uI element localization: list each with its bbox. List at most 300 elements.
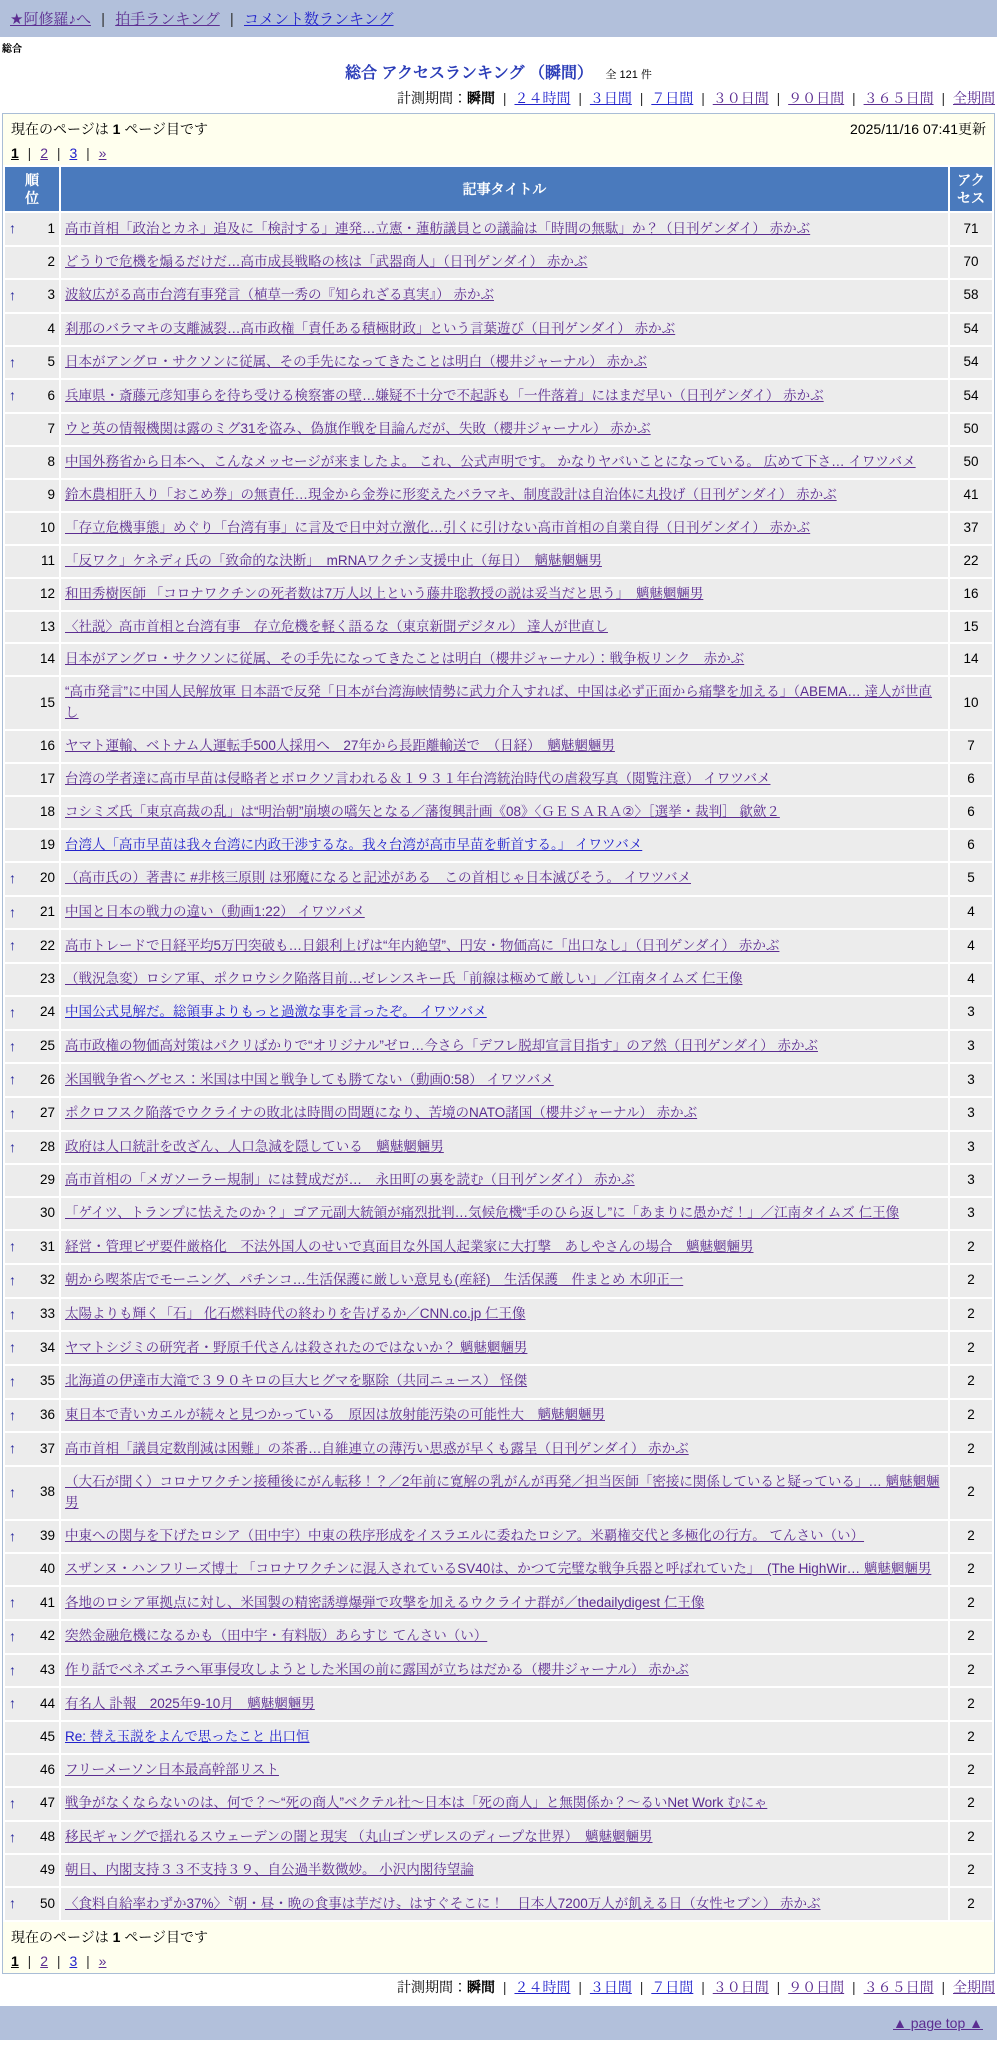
page-top-link[interactable]: ▲ page top ▲ [893,2014,983,2031]
period-separator: | [635,90,648,106]
period-link[interactable]: ９０日間 [788,1978,845,1995]
article-link[interactable]: 太陽よりも輝く「石」 化石燃料時代の終わりを告げるか／CNN.co.jp 仁王像 [65,1305,526,1321]
period-separator: | [574,1978,586,1995]
updated-timestamp: 2025/11/16 07:41更新 [850,121,986,137]
pagination-separator: | [53,145,65,161]
access-count: 3 [950,1198,992,1229]
access-count: 2 [950,1621,992,1653]
rank-cell [5,1332,59,1364]
access-count: 3 [950,997,992,1029]
title-cell [61,1031,948,1063]
article-link[interactable]: 高市トレードで日経平均5万円突破も…日銀利上げは“年内絶望”、円安・物価高に「出口なし」（日刊ゲンダイ） 赤かぶ [65,937,780,953]
pagination-current-page[interactable]: 1 [11,1952,19,1969]
article-link[interactable]: 刹那のバラマキの支離滅裂…高市政権「責任ある積極財政」という言葉遊び（日刊ゲンダイ） 赤かぶ [65,320,676,336]
pagination-current-page[interactable]: 1 [11,145,19,161]
access-count: 2 [950,1366,992,1398]
page-info-bar-top [3,114,994,165]
access-count: 2 [950,1722,992,1753]
rank-cell [5,1521,59,1553]
table-row [5,1400,992,1432]
period-label: 計測期間： [397,90,468,106]
page-top-bar [0,2006,997,2040]
rank-cell [5,644,59,675]
access-count: 58 [950,280,992,312]
table-row [5,1788,992,1820]
ranking-table [3,165,994,1922]
article-link[interactable]: “高市発言”に中国人民解放軍 日本語で反発「日本が台湾海峡情勢に武力介入すれば、中国は必ず正面から痛撃を加える」（ABEMA… 達人が世直し [65,684,933,721]
table-row [5,897,992,929]
rank-cell [5,1688,59,1720]
title-cell [61,347,948,379]
rank-number: 49 [39,1862,55,1878]
rank-cell [5,1822,59,1854]
table-row [5,964,992,995]
rank-number: 20 [39,870,55,886]
period-link[interactable]: ３６５日間 [863,90,934,106]
title-cell [61,1064,948,1096]
rank-number: 25 [39,1037,55,1053]
period-current: 瞬間 [467,90,496,106]
rank-number: 10 [39,519,55,535]
title-cell [61,546,948,577]
table-row [5,1165,992,1196]
nav-separator: | [225,11,238,28]
access-count: 22 [950,546,992,577]
article-link[interactable]: （高市氏の）著書に #非核三原則 は邪魔になると記述がある この首相じゃ日本滅びそう。 イワツバメ [65,870,691,886]
access-count: 2 [950,1587,992,1619]
article-link[interactable]: 経営・管理ビザ要件厳格化 不法外国人のせいで真面目な外国人起業家に大打撃 あしやさんの場合 魑魅魍魎男 [65,1238,754,1254]
up-arrow-icon: ↑ [9,1271,16,1288]
access-count: 6 [950,764,992,795]
article-link[interactable]: 朝から喫茶店でモーニング、パチンコ…生活保護に厳しい意見も(産経) 生活保護 件まとめ 木卯正一 [65,1272,684,1288]
period-separator: | [848,90,860,106]
rank-number: 28 [39,1138,55,1154]
rank-cell [5,1587,59,1619]
table-row [5,546,992,577]
access-count: 2 [950,1265,992,1297]
article-link[interactable]: 〈食料自給率わずか37%〉〝朝・昼・晩の食事は芋だけ〟はすぐそこに！ 日本人7200万人が飢える日（女性セブン） 赤かぶ [65,1895,821,1911]
access-count: 14 [950,644,992,675]
page-title-line [0,56,997,85]
period-link[interactable]: ９０日間 [788,90,845,106]
table-row [5,1855,992,1886]
rank-cell [5,830,59,861]
up-arrow-icon: ↑ [9,1138,16,1155]
article-link[interactable]: （大石が聞く）コロナワクチン接種後にがん転移！？／2年前に寛解の乳がんが再発／担当医師「密接に関係していると疑っている」… 魑魅魍魎男 [65,1473,940,1510]
access-count: 54 [950,347,992,379]
rank-number: 48 [39,1829,55,1845]
nav-link[interactable]: コメント数ランキング [243,11,394,28]
up-arrow-icon: ↑ [9,1003,16,1020]
page-info: 現在のページは 1 ページ目です [11,121,209,137]
period-link[interactable]: ２４時間 [514,1978,571,1995]
period-link[interactable]: 全期間 [953,90,995,106]
nav-link[interactable]: 拍手ランキング [115,11,220,28]
title-cell [61,797,948,828]
pagination-separator: | [82,145,94,161]
article-link[interactable]: 台湾人「高市早苗は我々台湾に内政干渉するな。我々台湾が高市早苗を斬首する。」 イワツバメ [65,836,643,852]
rank-number: 35 [39,1373,55,1389]
period-separator: | [499,1978,511,1995]
title-cell [61,677,948,729]
period-link[interactable]: ３０日間 [712,90,769,106]
article-link[interactable]: ヤマトシジミの研究者・野原千代さんは殺されたのではないか？ 魑魅魍魎男 [65,1339,528,1355]
section-label: 総合 [2,44,22,55]
article-link[interactable]: 中国外務省から日本へ、こんなメッセージが来ましたよ。 これ、公式声明です。 かなりヤバいことになっている。 広めて下さ… イワツバメ [65,453,916,469]
period-separator: | [697,1978,709,1995]
article-link[interactable]: 高市首相「政治とカネ」追及に「検討する」連発…立憲・蓮舫議員との議論は「時間の無駄」か？（日刊ゲンダイ） 赤かぶ [65,220,811,236]
rank-cell [5,247,59,278]
period-current: 瞬間 [467,1978,496,1995]
article-link[interactable]: 戦争がなくならないのは、何で？～“死の商人”ベクテル社～日本は「死の商人」と無関係か？～るいNet Work むにゃ [65,1795,768,1811]
access-count: 2 [950,1231,992,1263]
title-cell [61,1332,948,1364]
rank-number: 4 [47,320,55,336]
table-row [5,731,992,762]
access-count: 2 [950,1299,992,1331]
title-cell [61,447,948,478]
period-separator: | [635,1978,648,1995]
rank-cell [5,1655,59,1687]
rank-number: 32 [39,1272,55,1288]
access-count: 54 [950,380,992,412]
title-cell [61,930,948,962]
rank-number: 39 [39,1528,55,1544]
access-count: 10 [950,677,992,729]
article-link[interactable]: 北海道の伊達市大滝で３９０キロの巨大ヒグマを駆除（共同ニュース） 怪傑 [65,1373,528,1389]
up-arrow-icon: ↑ [9,1406,16,1423]
article-link[interactable]: スザンヌ・ハンフリーズ博士 「コロナワクチンに混入されているSV40は、かつて完璧な戦争兵器と呼ばれていた」 (The HighWir… 魑魅魍魎男 [65,1561,932,1577]
table-row [5,579,992,610]
access-count: 2 [950,1688,992,1720]
rank-number: 37 [39,1440,55,1456]
access-count: 2 [950,1554,992,1585]
title-cell [61,1688,948,1720]
rank-number: 27 [39,1105,55,1121]
rank-number: 33 [39,1305,55,1321]
rank-cell [5,414,59,445]
title-cell [61,1822,948,1854]
table-row [5,1655,992,1687]
rank-number: 24 [39,1004,55,1020]
period-link[interactable]: ７日間 [651,1978,694,1995]
table-row [5,830,992,861]
period-link[interactable]: ３０日間 [712,1978,769,1995]
rank-cell [5,1064,59,1096]
table-row [5,414,992,445]
period-separator: | [937,1978,949,1995]
access-count: 3 [950,1132,992,1164]
period-link[interactable]: ２４時間 [514,90,571,106]
article-link[interactable]: 波紋広がる高市台湾有事発言（植草一秀の『知られざる真実』） 赤かぶ [65,287,494,303]
nav-link[interactable]: ★阿修羅♪へ [10,11,91,28]
access-count: 2 [950,1755,992,1786]
table-row [5,247,992,278]
table-row [5,480,992,511]
column-header-access: アクセス [950,167,992,211]
up-arrow-icon: ↑ [9,1372,16,1389]
access-count: 2 [950,1521,992,1553]
rank-cell [5,280,59,312]
title-cell [61,1655,948,1687]
rank-number: 38 [39,1484,55,1500]
rank-cell [5,1400,59,1432]
column-header-rank: 順位 [5,167,59,211]
article-link[interactable]: 高市首相の「メガソーラー規制」には賛成だが… 永田町の裏を読む（日刊ゲンダイ） 赤かぶ [65,1172,635,1188]
up-arrow-icon: ↑ [9,220,16,237]
rank-number: 17 [39,771,55,787]
pagination-link[interactable]: » [98,145,107,161]
up-arrow-icon: ↑ [9,1037,16,1054]
rank-number: 12 [39,585,55,601]
period-separator: | [772,1978,785,1995]
access-count: 2 [950,1400,992,1432]
rank-cell [5,213,59,245]
total-count: 全 121 件 [605,69,652,81]
page-title: 総合 アクセスランキング （瞬間） [345,65,593,82]
up-arrow-icon: ↑ [9,1339,16,1356]
article-link[interactable]: 鈴木農相肝入り「おこめ券」の無責任…現金から金券に形変えたバラマキ、制度設計は自治体に丸投げ（日刊ゲンダイ） 赤かぶ [65,486,837,502]
article-link[interactable]: 兵庫県・斎藤元彦知事らを待ち受ける検察審の壁…嫌疑不十分で不起訴も「一件落着」にはまだ早い（日刊ゲンダイ） 赤かぶ [65,387,824,403]
table-row [5,1198,992,1229]
pagination-separator: | [23,145,36,161]
pagination-link[interactable]: » [98,1952,107,1969]
article-link[interactable]: 日本がアングロ・サクソンに従属、その手先になってきたことは明白（櫻井ジャーナル） 赤かぶ [65,353,647,369]
access-count: 3 [950,1098,992,1130]
rank-cell [5,447,59,478]
article-link[interactable]: 作り話でベネズエラへ軍事侵攻しようとした米国の前に露国が立ちはだかる（櫻井ジャーナル） 赤かぶ [65,1662,689,1678]
access-count: 50 [950,447,992,478]
table-row [5,764,992,795]
period-separator: | [499,90,511,106]
article-link[interactable]: 「反ワク」ケネディ氏の「致命的な決断」 mRNAワクチン支援中止（毎日） 魑魅魍魎男 [65,552,602,568]
page-info-bar-bottom [3,1922,994,1973]
up-arrow-icon: ↑ [9,353,16,370]
table-row [5,1822,992,1854]
table-row [5,1722,992,1753]
up-arrow-icon: ↑ [9,1527,16,1544]
article-link[interactable]: （戦況急変）ロシア軍、ポクロウシク陥落目前…ゼレンスキー氏「前線は極めて厳しい」／江南タイムズ 仁王像 [65,970,743,986]
access-count: 2 [950,1467,992,1519]
article-link[interactable]: 和田秀樹医師 「コロナワクチンの死者数は7万人以上という藤井聡教授の説は妥当だと思う」 魑魅魍魎男 [65,585,704,601]
article-link[interactable]: 高市政権の物価高対策はパクリばかりで“オリジナル”ゼロ…今さら「デフレ脱却宣言目指す」のア然（日刊ゲンダイ） 赤かぶ [65,1037,818,1053]
article-link[interactable]: 政府は人口統計を改ざん、人口急減を隠している 魑魅魍魎男 [65,1138,444,1154]
article-link[interactable]: 突然金融危機になるかも（田中宇・有料版）あらすじ てんさい（い） [65,1628,488,1644]
article-link[interactable]: 米国戦争省ヘグセス：米国は中国と戦争しても勝てない（動画0:58） イワツバメ [65,1071,554,1087]
title-cell [61,1888,948,1920]
up-arrow-icon: ↑ [9,286,16,303]
article-link[interactable]: 中国公式見解だ。総領事よりもっと過激な事を言ったぞ。 イワツバメ [65,1004,487,1020]
title-cell [61,1132,948,1164]
access-count: 4 [950,964,992,995]
rank-cell [5,1031,59,1063]
access-count: 15 [950,612,992,643]
up-arrow-icon: ↑ [9,1895,16,1912]
article-link[interactable]: 東日本で青いカエルが続々と見つかっている 原因は放射能汚染の可能性大 魑魅魍魎男 [65,1406,605,1422]
article-link[interactable]: Re: 替え玉説をよんで思ったこと 出口恒 [65,1729,310,1745]
article-link[interactable]: 高市首相「議員定数削減は困難」の茶番…自維連立の薄汚い思惑が早くも露呈（日刊ゲンダイ） 赤かぶ [65,1440,689,1456]
article-link[interactable]: ポクロフスク陥落でウクライナの敗北は時間の問題になり、苦境のNATO諸国（櫻井ジャーナル） 赤かぶ [65,1105,698,1121]
rank-number: 31 [39,1238,55,1254]
title-cell [61,997,948,1029]
table-row [5,447,992,478]
table-row [5,1132,992,1164]
table-row [5,644,992,675]
table-row [5,612,992,643]
table-row [5,677,992,729]
table-row [5,1231,992,1263]
title-cell [61,1231,948,1263]
table-row [5,347,992,379]
table-row [5,797,992,828]
nav-separator: | [96,11,110,28]
title-cell [61,1165,948,1196]
rank-cell [5,1433,59,1465]
period-separator: | [574,90,586,106]
table-row [5,1587,992,1619]
table-row [5,314,992,345]
title-cell [61,280,948,312]
rank-number: 19 [39,836,55,852]
rank-number: 13 [39,618,55,634]
article-link[interactable]: ヤマト運輸、ベトナム人運転手500人採用へ 27年から長距離輸送で （日経） 魑魅魍魎男 [65,738,615,754]
rank-cell [5,1467,59,1519]
rank-number: 9 [47,486,55,502]
article-link[interactable]: 台湾の学者達に高市早苗は侵略者とボロクソ言われる＆１９３１年台湾統治時代の虐殺写真（閲覧注意） イワツバメ [65,771,771,787]
rank-cell [5,997,59,1029]
title-cell [61,480,948,511]
up-arrow-icon: ↑ [9,1071,16,1088]
rank-number: 41 [39,1594,55,1610]
access-count: 3 [950,1165,992,1196]
up-arrow-icon: ↑ [9,1104,16,1121]
article-link[interactable]: フリーメーソン日本最高幹部リスト [65,1762,279,1778]
article-link[interactable]: コシミズ氏「東京高裁の乱」は“明治朝”崩壊の嚆矢となる／藩復興計画《08》〈ＧＥＳＡＲＡ②〉［選挙・裁判］ 歙歛２ [65,804,780,820]
title-cell [61,1265,948,1297]
up-arrow-icon: ↑ [9,869,16,886]
title-cell [61,579,948,610]
access-count: 70 [950,247,992,278]
pagination-link[interactable]: 2 [40,1952,49,1969]
rank-number: 16 [39,738,55,754]
pagination-bottom [11,1947,986,1969]
period-link[interactable]: ３日間 [589,90,632,106]
access-count: 54 [950,314,992,345]
up-arrow-icon: ↑ [9,1661,16,1678]
pagination-link[interactable]: 3 [69,145,78,161]
rank-cell [5,546,59,577]
period-link[interactable]: ３日間 [589,1978,632,1995]
article-link[interactable]: 「ゲイツ、トランプに怯えたのか？」ゴア元副大統領が痛烈批判…気候危機“手のひら返し”に「あまりに愚かだ！」／江南タイムズ 仁王像 [65,1205,900,1221]
rank-number: 2 [47,254,55,270]
article-link[interactable]: 日本がアングロ・サクソンに従属、その手先になってきたことは明白（櫻井ジャーナル）：戦争板リンク 赤かぶ [65,651,745,667]
rank-cell [5,380,59,412]
rank-cell [5,1098,59,1130]
title-cell [61,964,948,995]
table-row [5,1621,992,1653]
access-count: 3 [950,1031,992,1063]
rank-number: 5 [47,353,55,369]
rank-number: 11 [40,552,55,568]
period-separator: | [937,90,949,106]
pagination-separator: | [23,1952,36,1969]
access-count: 3 [950,1064,992,1096]
rank-cell [5,764,59,795]
title-cell [61,1400,948,1432]
access-count: 6 [950,830,992,861]
article-link[interactable]: 朝日、内閣支持３３不支持３９、自公過半数微妙。 小沢内閣待望論 [65,1862,474,1878]
article-link[interactable]: ウと英の情報機関は露のミグ31を盗み、偽旗作戦を目論んだが、失敗（櫻井ジャーナル） 赤かぶ [65,420,651,436]
article-link[interactable]: 〈社説〉高市首相と台湾有事 存立危機を軽く語るな（東京新聞デジタル） 達人が世直し [65,618,608,634]
table-row [5,1031,992,1063]
title-cell [61,830,948,861]
rank-number: 7 [47,420,55,436]
article-link[interactable]: 中国と日本の戦力の違い（動画1:22） イワツバメ [65,903,365,919]
rank-number: 23 [39,970,55,986]
pagination-link[interactable]: 2 [40,145,49,161]
access-count: 6 [950,797,992,828]
period-selector-top [0,85,997,113]
title-cell [61,863,948,895]
title-cell [61,612,948,643]
title-cell [61,1366,948,1398]
access-count: 2 [950,1855,992,1886]
title-cell [61,1521,948,1553]
title-cell [61,644,948,675]
rank-cell [5,1231,59,1263]
article-link[interactable]: 「存立危機事態」めぐり「台湾有事」に言及で日中対立激化…引くに引けない高市首相の自業自得（日刊ゲンダイ） 赤かぶ [65,519,811,535]
article-link[interactable]: 移民ギャングで揺れるスウェーデンの闇と現実 （丸山ゴンザレスのディープな世界） 魑魅魍魎男 [65,1829,653,1845]
rank-number: 26 [39,1071,55,1087]
rank-number: 29 [39,1172,55,1188]
rank-number: 21 [39,903,55,919]
period-separator: | [848,1978,860,1995]
access-count: 7 [950,731,992,762]
ranking-container [2,113,995,1974]
title-cell [61,1198,948,1229]
pagination-link[interactable]: 3 [69,1952,78,1969]
access-count: 37 [950,513,992,544]
page-info: 現在のページは 1 ページ目です [11,1928,209,1945]
period-link[interactable]: 全期間 [953,1978,995,1995]
access-count: 2 [950,1888,992,1920]
article-link[interactable]: 中東への関与を下げたロシア（田中宇）中東の秩序形成をイスラエルに委ねたロシア。米覇権交代と多極化の行方。 てんさい（い） [65,1528,865,1544]
access-count: 2 [950,1332,992,1364]
table-row [5,1064,992,1096]
title-cell [61,731,948,762]
access-count: 71 [950,213,992,245]
rank-cell [5,797,59,828]
article-link[interactable]: 有名人 訃報 2025年9-10月 魑魅魍魎男 [65,1695,315,1711]
title-cell [61,414,948,445]
rank-cell [5,1132,59,1164]
period-link[interactable]: ７日間 [651,90,694,106]
title-cell [61,897,948,929]
title-cell [61,247,948,278]
period-link[interactable]: ３６５日間 [863,1978,934,1995]
article-link[interactable]: どうりで危機を煽るだけだ…高市成長戦略の核は「武器商人」（日刊ゲンダイ） 赤かぶ [65,254,588,270]
table-row [5,213,992,245]
rank-cell [5,1621,59,1653]
rank-number: 15 [39,694,55,710]
title-cell [61,1855,948,1886]
article-link[interactable]: 各地のロシア軍拠点に対し、米国製の精密誘導爆弾で攻撃を加えるウクライナ群が／thedailydigest 仁王像 [65,1594,705,1610]
rank-cell [5,677,59,729]
access-count: 50 [950,414,992,445]
rank-number: 8 [47,453,55,469]
period-separator: | [697,90,709,106]
table-row [5,997,992,1029]
